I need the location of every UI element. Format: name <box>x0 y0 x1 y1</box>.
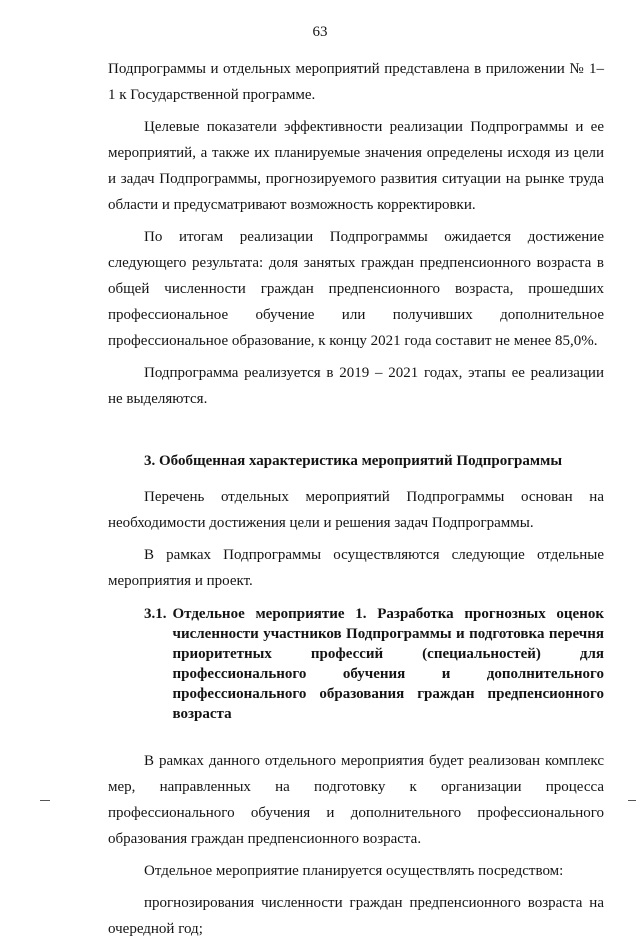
paragraph: Подпрограмма реализуется в 2019 – 2021 годах, этапы ее реализации не выделяются. <box>108 365 604 407</box>
scan-mark <box>40 800 50 801</box>
paragraph: прогнозирования численности граждан предпенсионного возраста на очередной год; <box>108 895 604 937</box>
paragraph: Подпрограммы и отдельных мероприятий представлена в приложении № 1–1 к Государственной программе. <box>108 61 604 103</box>
scan-mark <box>628 800 636 801</box>
page-number: 63 <box>312 24 328 40</box>
subsection-number: 3.1. <box>144 606 167 622</box>
paragraph: В рамках данного отдельного мероприятия будет реализован комплекс мер, направленных на подготовку к организации процесса профессионального обучения и дополнительного профессионального образования граждан предпенсионного возраста. <box>108 753 604 847</box>
section-heading: 3. Обобщенная характеристика мероприятий Подпрограммы <box>144 453 563 469</box>
paragraph: В рамках Подпрограммы осуществляются следующие отдельные мероприятия и проект. <box>108 547 604 589</box>
paragraph: Целевые показатели эффективности реализации Подпрограммы и ее мероприятий, а также их планируемые значения определены исходя из цели и задач Подпрограммы, прогнозируемого развития ситуации на рынке труда области и предусматривают возможность корректировки. <box>108 119 604 213</box>
paragraph: Перечень отдельных мероприятий Подпрограммы основан на необходимости достижения цели и решения задач Подпрограммы. <box>108 489 604 531</box>
document-body <box>108 56 604 948</box>
subsection-title: Отдельное мероприятие 1. Разработка прогнозных оценок численности участников Подпрограммы и подготовка перечня приоритетных профессий (специальностей) для профессионального обучения и дополнительного профессионального образования граждан предпенсионного возраста <box>172 606 604 722</box>
subsection-heading <box>108 604 604 724</box>
paragraph: По итогам реализации Подпрограммы ожидается достижение следующего результата: доля занятых граждан предпенсионного возраста в общей численности граждан предпенсионного возраста, прошедших профессиональное обучение или получивших дополнительное профессиональное образование, к концу 2021 года составит не менее 85,0%. <box>108 229 604 349</box>
paragraph: Отдельное мероприятие планируется осуществлять посредством: <box>144 863 564 879</box>
